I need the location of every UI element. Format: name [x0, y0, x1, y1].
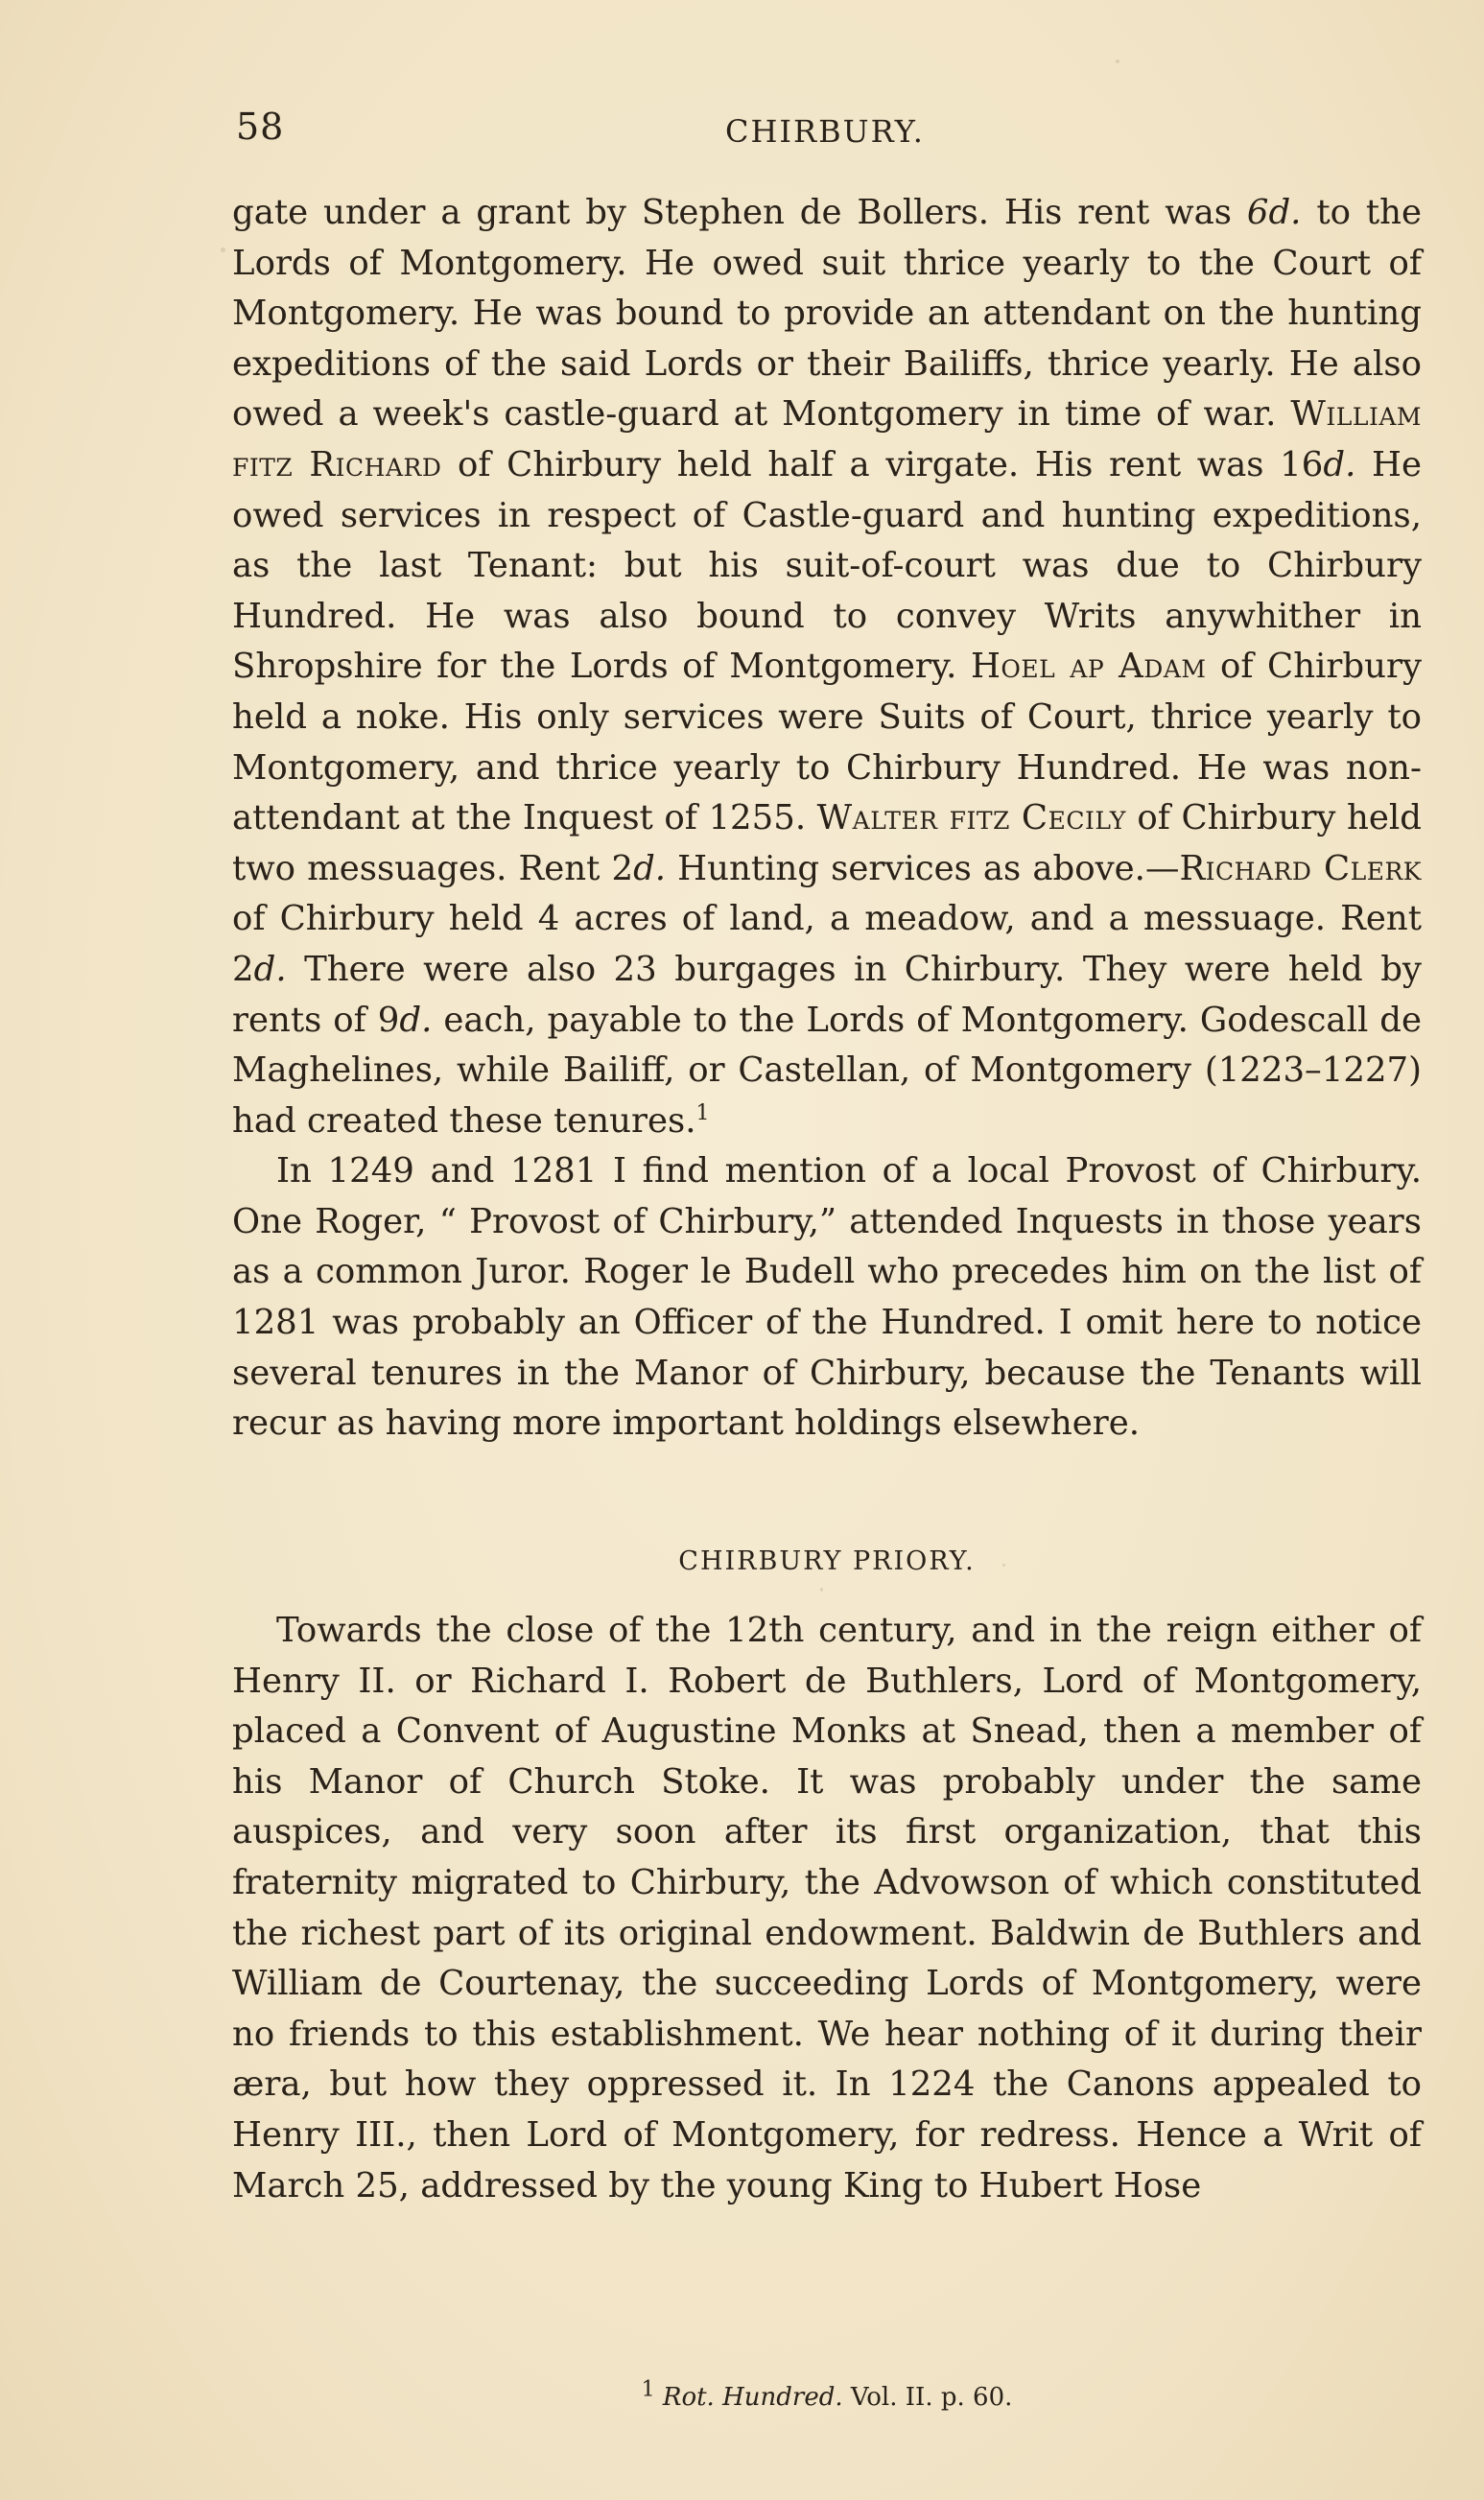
footnote-marker: 1 [695, 1100, 710, 1125]
text-run: of Chirbury held 4 acres of land, a meadow, and a messuage. Rent 2 [232, 899, 1422, 989]
page-number: 58 [236, 106, 285, 148]
tenant-name: William fitz Richard [232, 394, 1422, 484]
paragraph-priory: Towards the close of the 12th century, and in the reign either of Henry II. or Richard I. Robert de Buthlers, Lord of Montgomery, placed a Convent of Augustine Monks at Snead, then a member of his Manor of Church Stoke. It was probably under the same auspices, and very soon after its first organization, that this fraternity migrated to Chirbury, the Advowson of which constituted the richest part of its original endowment. Baldwin de Buthlers and William de Courtenay, the succeeding Lords of Montgomery, were no friends to this establishment. We hear nothing of it during their æra, but how they oppressed it. In 1224 the Canons appealed to Henry III., then Lord of Montgomery, for redress. Hence a Writ of March 25, addressed by the young King to Hubert Hose [232, 1611, 1422, 2205]
section-heading: CHIRBURY PRIORY. [678, 1546, 976, 1576]
tenant-name: Richard Clerk [1179, 848, 1422, 888]
footnote-source: Rot. Hundred. [662, 2383, 843, 2412]
tenant-name: Walter fitz Cecily [816, 798, 1126, 838]
text-run: of Chirbury held two messuages. Rent 2 [232, 798, 1422, 888]
italic-run: d. [633, 848, 667, 888]
text-run: gate under a grant by Stephen de Bollers. His rent was [232, 193, 1247, 232]
tenant-name: Hoel ap Adam [970, 647, 1207, 687]
text-run: Hunting services as above.— [666, 848, 1180, 888]
footnote-mark: 1 [641, 2377, 655, 2402]
paper-spot [820, 1588, 823, 1592]
text-run: each, payable to the Lords of Montgomery. Godescall de Maghelines, while Bailiff, or Castellan, of Montgomery (1223–1227) had created these tenures. [232, 1000, 1422, 1141]
text-run: of Chirbury held a noke. His only services were Suits of Court, thrice yearly to Montgomery, and thrice yearly to Chirbury Hundred. He was non-attendant at the Inquest of 1255. [232, 647, 1422, 838]
text-run: of Chirbury held half a virgate. His rent was 16 [441, 444, 1324, 484]
footnote-ref: Vol. II. p. 60. [842, 2383, 1013, 2412]
paper-spot [221, 248, 225, 252]
italic-run: d. [399, 1000, 433, 1040]
text-block [232, 188, 1422, 2412]
italic-run: d. [253, 949, 287, 989]
running-head [236, 106, 1425, 163]
italic-run: 6d. [1246, 193, 1302, 232]
text-run: to the Lords of Montgomery. He owed suit thrice yearly to the Court of Montgomery. He was bound to provide an attendant on the hunting expeditions of the said Lords or their Bailiffs, thrice yearly. He also owed a week's castle-guard at Montgomery in time of war. [232, 193, 1422, 435]
footnote [232, 2377, 1422, 2412]
running-title: CHIRBURY. [725, 113, 925, 150]
text-run: He owed services in respect of Castle-guard and hunting expeditions, as the last Tenant: but his suit-of-court was due to Chirbury Hundred. He was also bound to convey Writs anywhither in Shropshire for the Lords of Montgomery. [232, 444, 1422, 687]
paragraph-provost: In 1249 and 1281 I find mention of a local Provost of Chirbury. One Roger, “ Provost of Chirbury,” attended Inquests in those years as a common Juror. Roger le Budell who precedes him on the list of 1281 was probably an Officer of the Hundred. I omit here to notice several tenures in the Manor of Chirbury, because the Tenants will recur as having more important holdings elsewhere. [232, 1151, 1422, 1444]
paragraph-tenures [232, 188, 1422, 1146]
text-run: There were also 23 burgages in Chirbury. They were held by rents of 9 [232, 949, 1422, 1040]
paper-spot [1116, 59, 1119, 63]
italic-run: d. [1323, 444, 1356, 484]
